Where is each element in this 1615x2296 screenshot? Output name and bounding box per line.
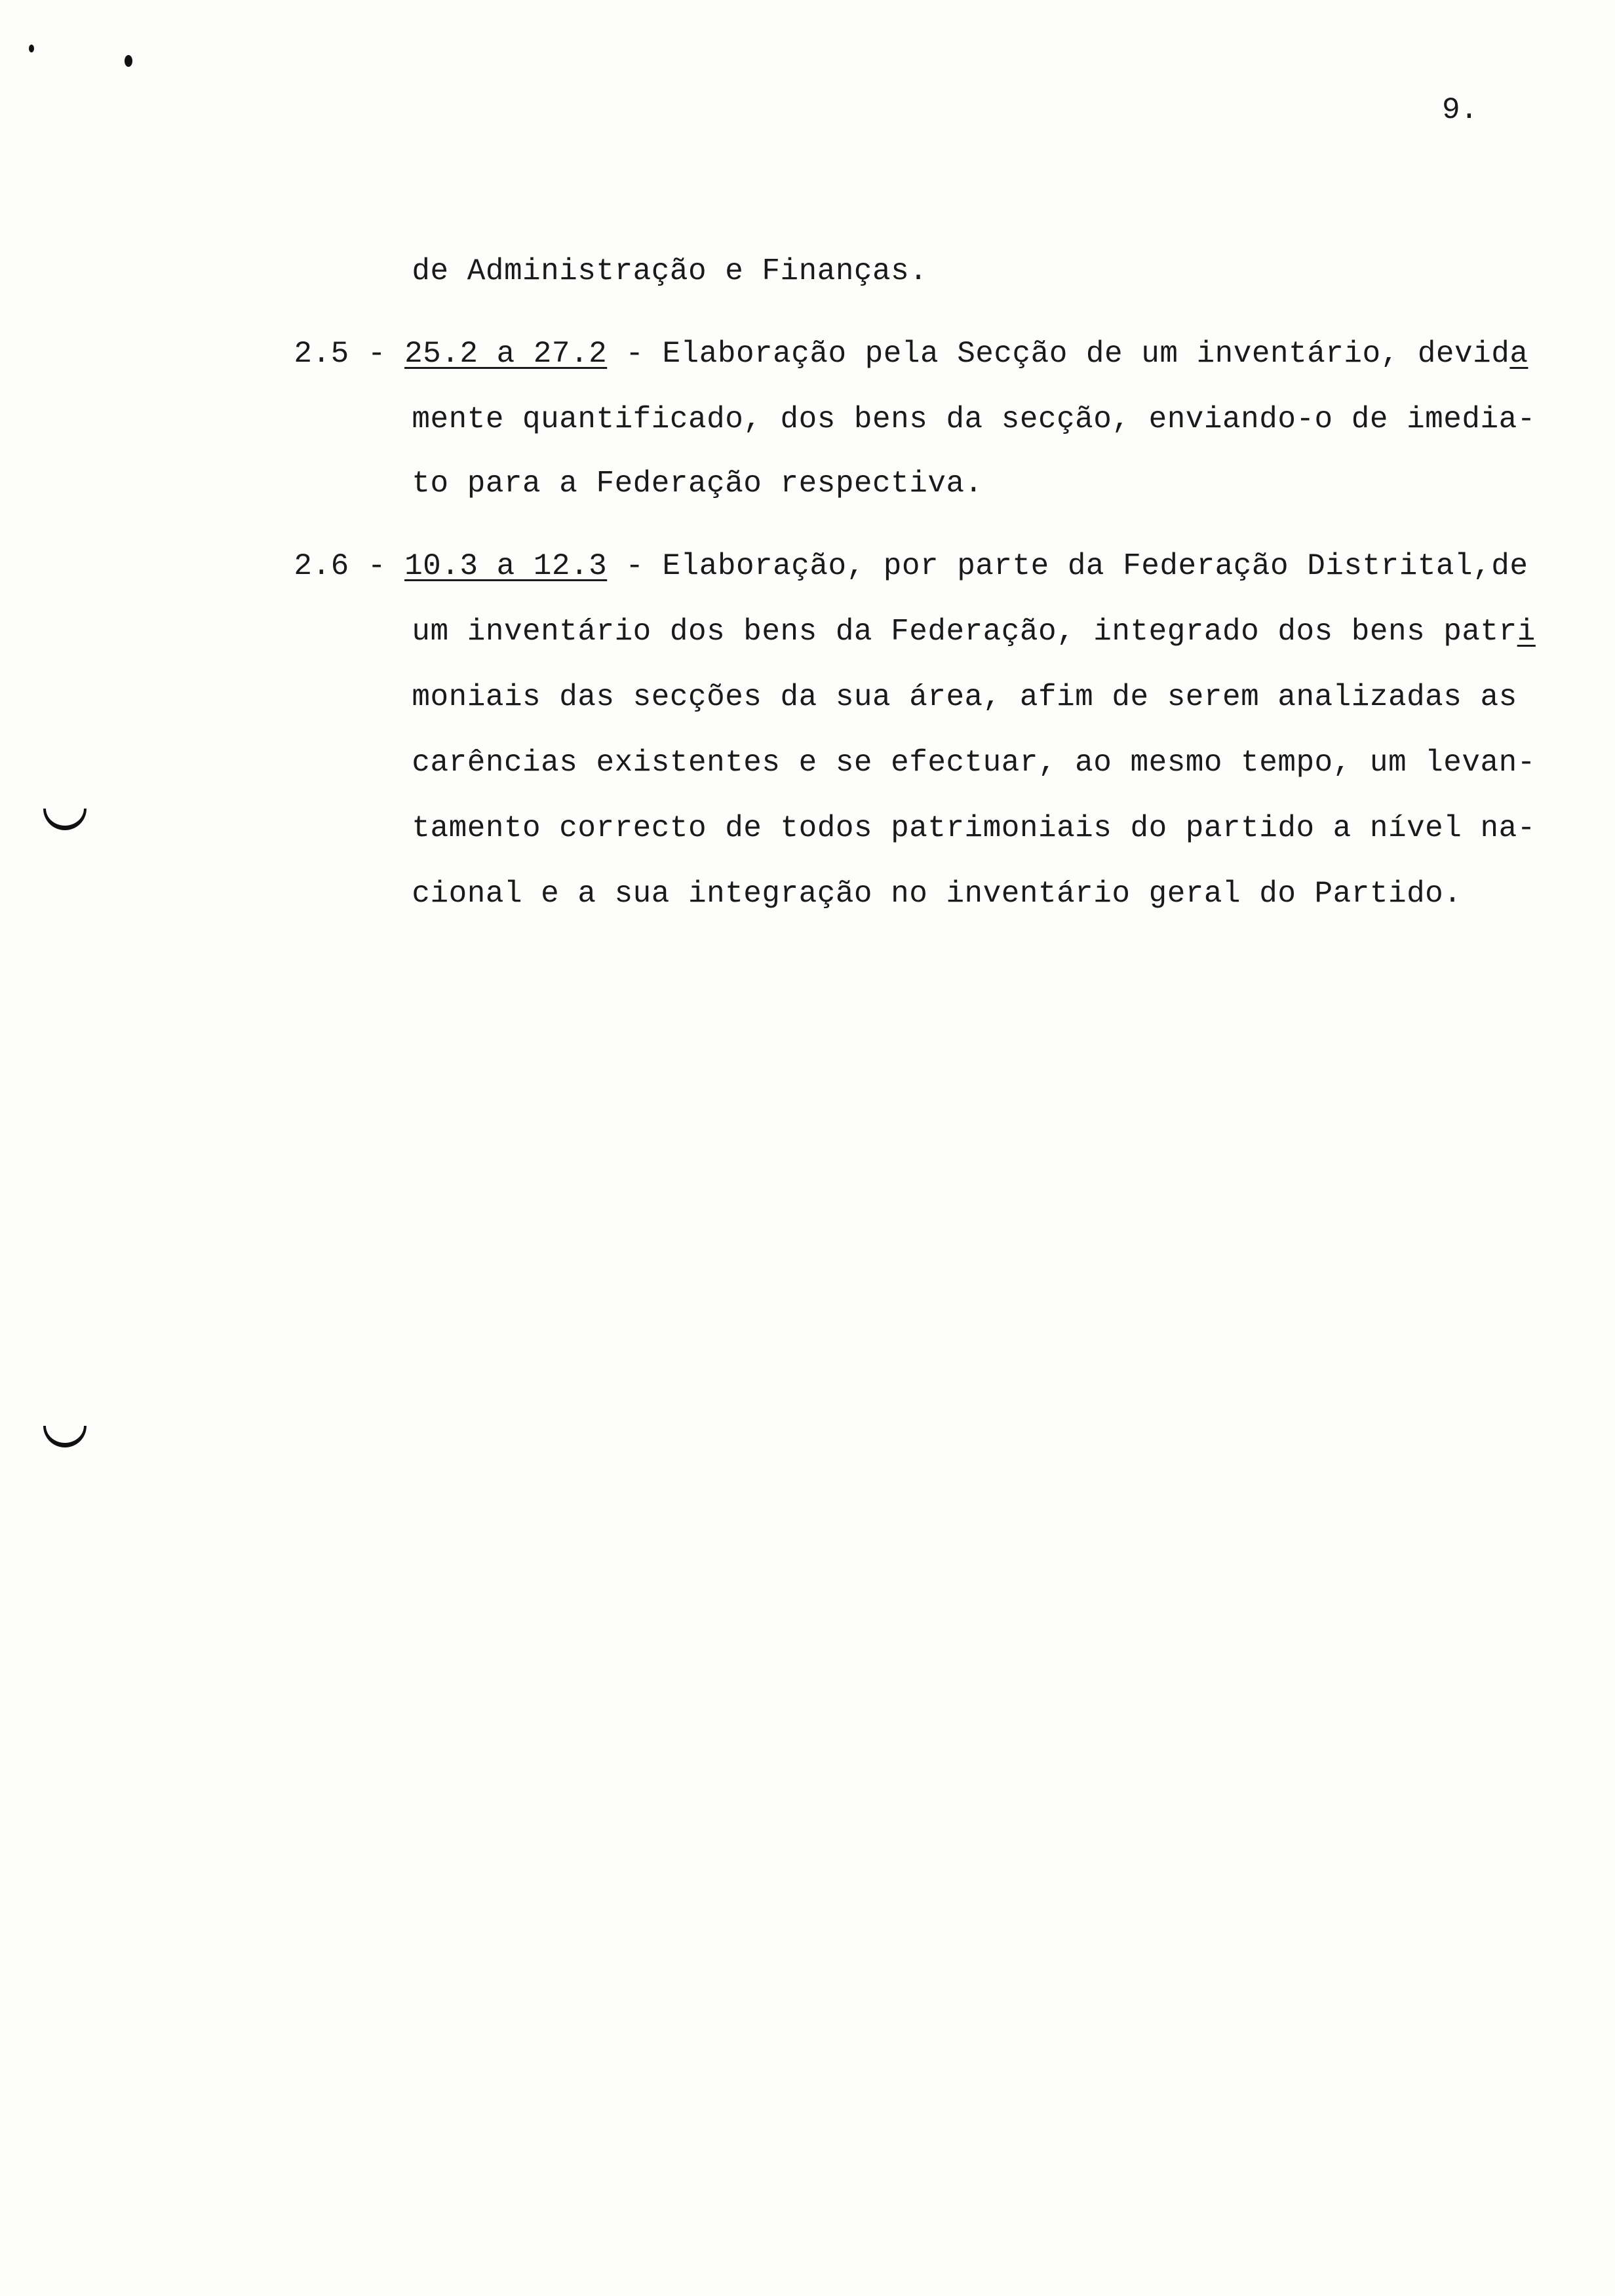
section-2-6-text-1: - Elaboração, por parte da Federação Distrital,de xyxy=(607,549,1528,583)
margin-dot-mark xyxy=(29,45,34,52)
section-2-6-text-6: cional e a sua integração no inventário geral do Partido. xyxy=(412,877,1462,911)
section-2-6-hyphen-mark: i xyxy=(1517,615,1536,649)
punch-hole-mark xyxy=(43,809,87,830)
section-2-5-text-2: mente quantificado, dos bens da secção, enviando-o de imedia- xyxy=(412,402,1536,436)
section-2-5-dates: 25.2 a 27.2 xyxy=(404,337,608,371)
intro-text: de Administração e Finanças. xyxy=(412,254,928,288)
margin-dot-mark xyxy=(125,55,132,67)
section-2-5-number: 2.5 - xyxy=(294,337,405,371)
page-number: 9. xyxy=(1442,93,1479,127)
section-2-5-hyphen-mark: a xyxy=(1509,337,1528,371)
section-2-6-text-2: um inventário dos bens da Federação, integrado dos bens patr xyxy=(412,615,1517,649)
section-2-6-text-3: moniais das secções da sua área, afim de serem analizadas as xyxy=(412,680,1517,714)
punch-hole-mark xyxy=(43,1426,87,1447)
section-2-6-dates: 10.3 a 12.3 xyxy=(404,549,608,583)
section-2-5-text-1: - Elaboração pela Secção de um inventário, devid xyxy=(607,337,1510,371)
section-2-6-number: 2.6 - xyxy=(294,549,405,583)
section-2-6-text-4: carências existentes e se efectuar, ao mesmo tempo, um levan- xyxy=(412,746,1536,780)
section-2-6-line-6 xyxy=(338,839,1462,949)
section-2-5-text-3: to para a Federação respectiva. xyxy=(412,467,983,501)
section-2-6-text-5: tamento correcto de todos patrimoniais do partido a nível na- xyxy=(412,811,1536,845)
